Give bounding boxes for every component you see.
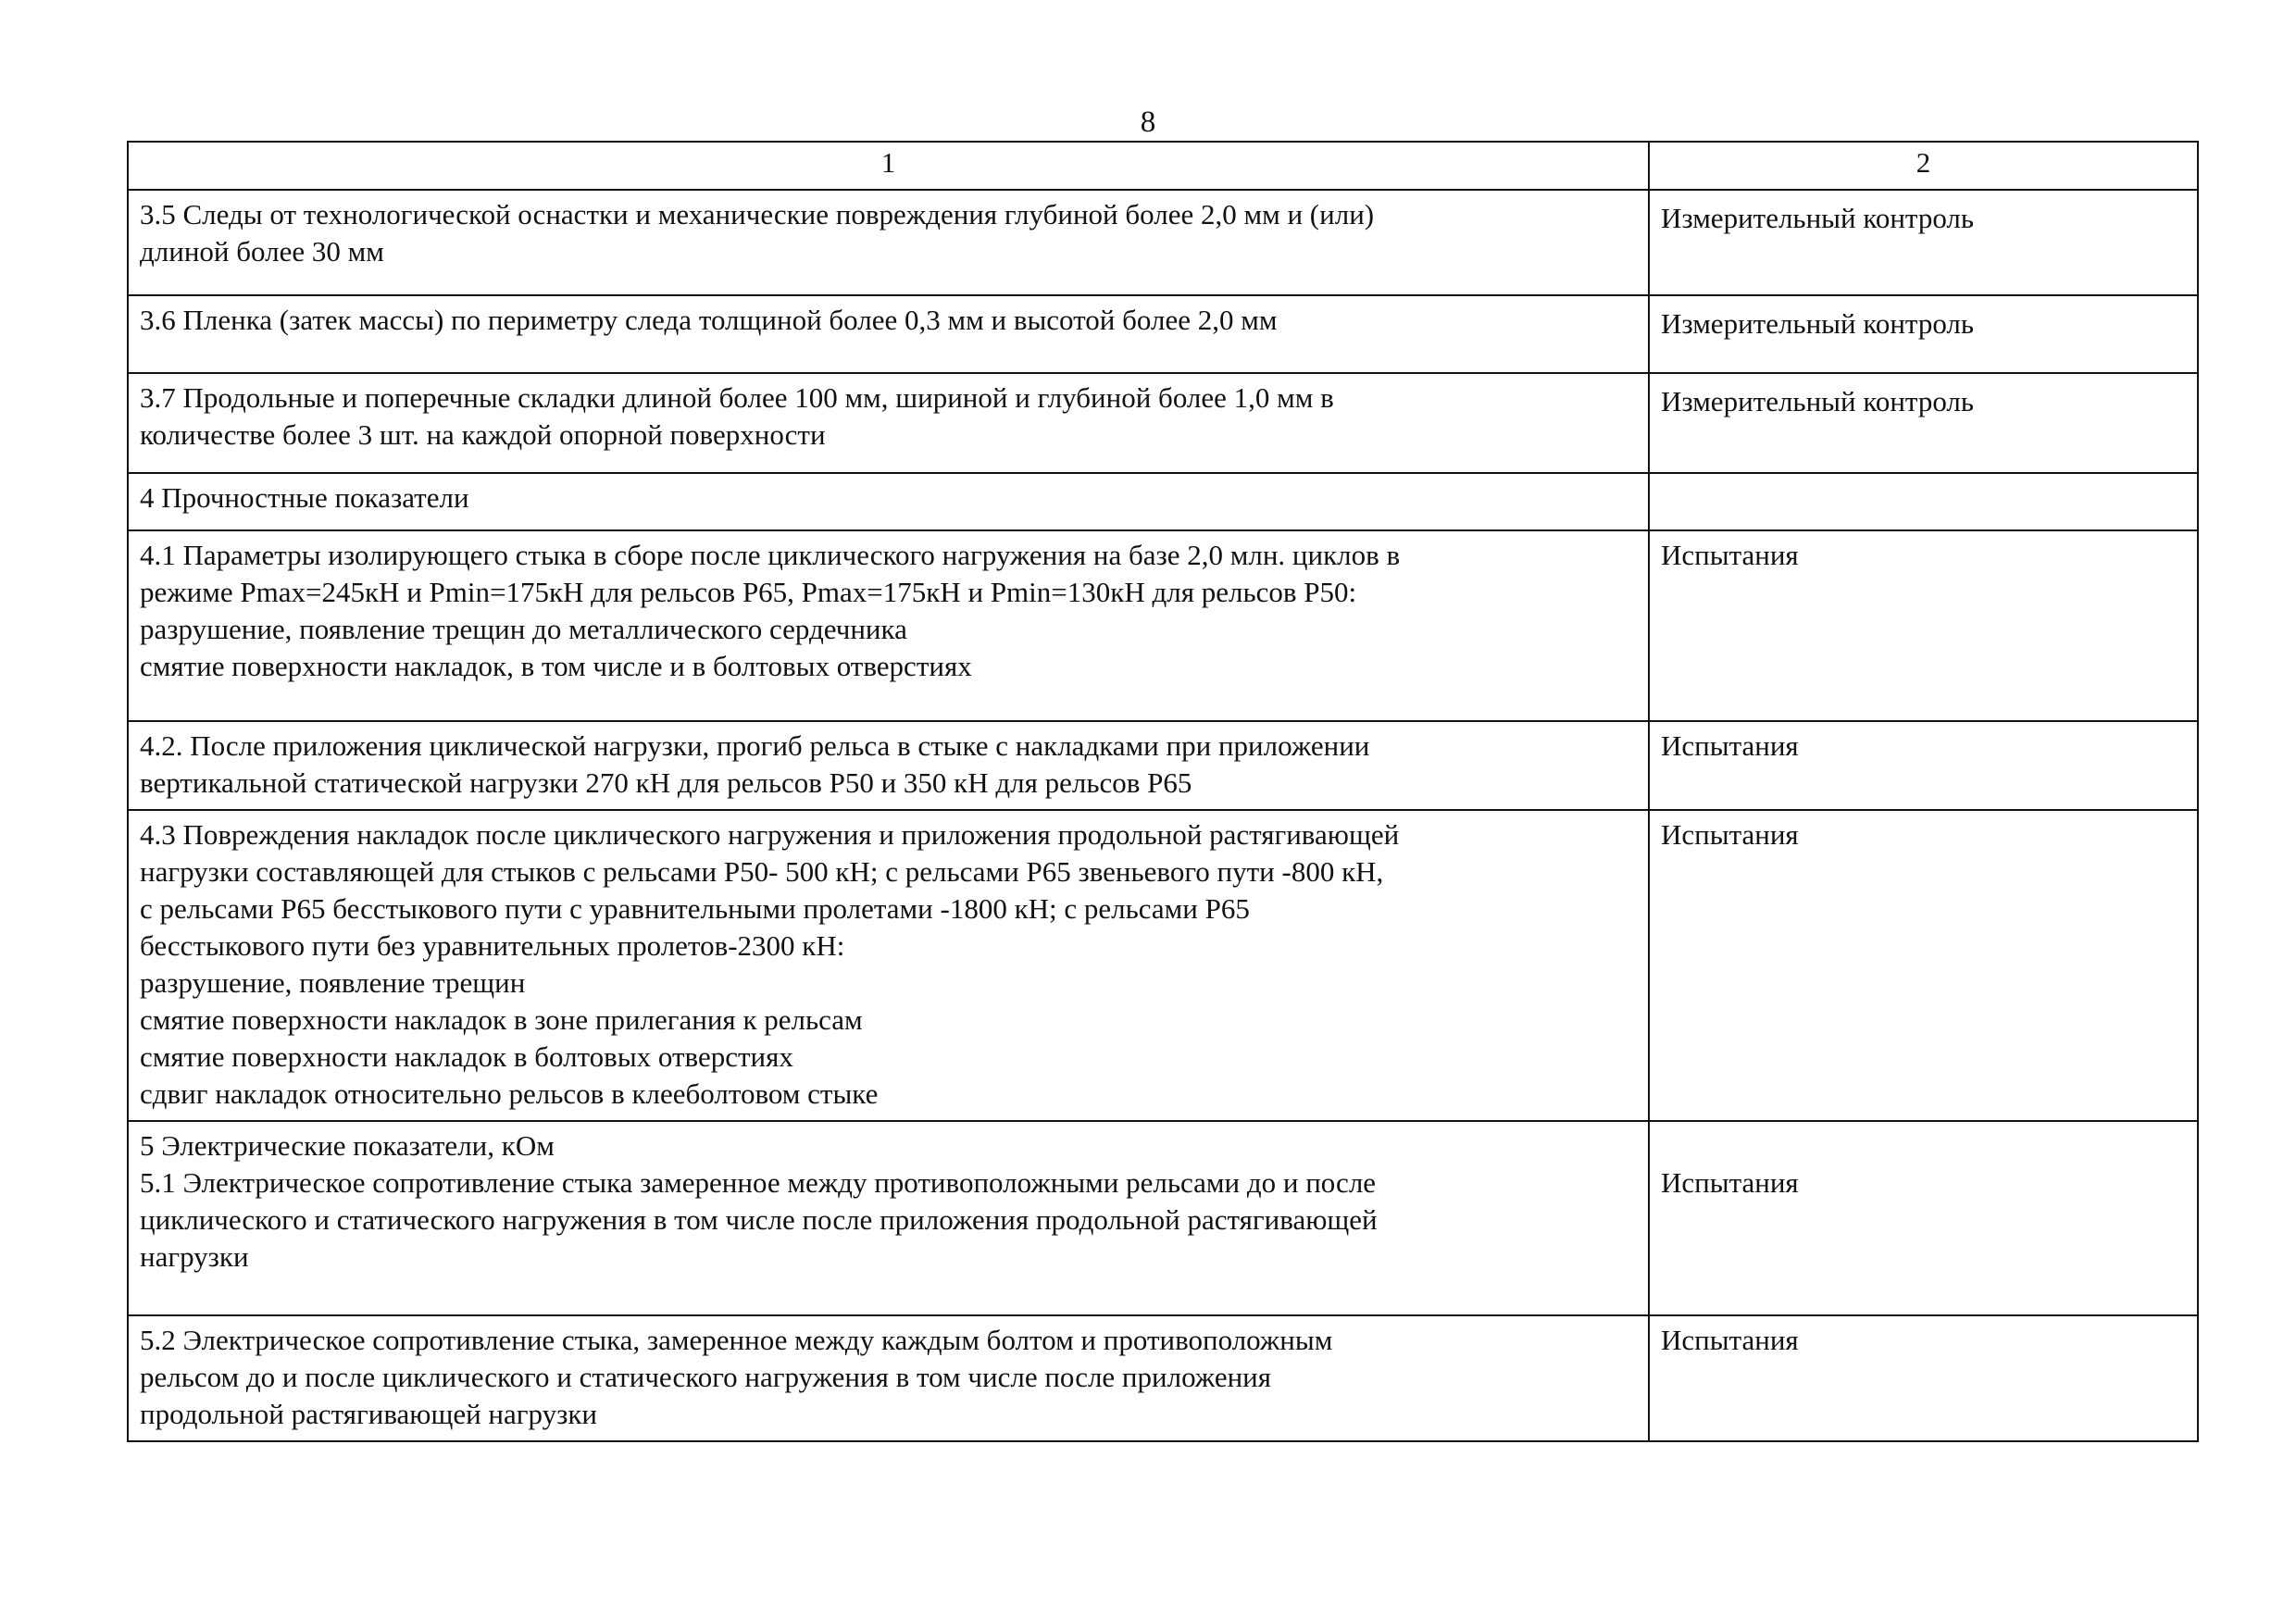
control-method-cell: Измерительный контроль [1649,373,2198,473]
requirement-cell: 5.2 Электрическое сопротивление стыка, замеренное между каждым болтом и противоположным рельсом до и после циклического и статического нагружения в том числе после приложения продольной растягивающей нагрузки [128,1315,1649,1441]
requirement-cell: 3.6 Пленка (затек массы) по периметру следа толщиной более 0,3 мм и высотой более 2,0 мм [128,295,1649,373]
table-row [128,1315,2198,1441]
section-heading-cell: 4 Прочностные показатели [128,473,1649,530]
requirement-cell: 3.7 Продольные и поперечные складки длиной более 100 мм, шириной и глубиной более 1,0 мм в количестве более 3 шт. на каждой опорной поверхности [128,373,1649,473]
control-method-cell: Измерительный контроль [1649,190,2198,295]
control-method-cell: Испытания [1649,810,2198,1121]
page-number: 8 [1140,106,1156,139]
requirement-cell: 5 Электрические показатели, кОм 5.1 Электрическое сопротивление стыка замеренное между противоположными рельсами до и после циклического и статического нагружения в том числе после приложения продольной растягивающей нагрузки [128,1121,1649,1315]
requirement-cell: 4.2. После приложения циклической нагрузки, прогиб рельса в стыке с накладками при приложении вертикальной статической нагрузки 270 кН для рельсов Р50 и 350 кН для рельсов Р65 [128,721,1649,810]
column-header-1: 1 [128,142,1649,190]
table-row [128,1121,2198,1315]
control-method-cell: Испытания [1649,1315,2198,1441]
requirements-table [127,141,2199,1442]
table-row [128,530,2198,721]
table-row [128,810,2198,1121]
table-row [128,190,2198,295]
requirement-cell: 4.3 Повреждения накладок после циклического нагружения и приложения продольной растягивающей нагрузки составляющей для стыков с рельсами Р50- 500 кН; с рельсами Р65 звеньевого пути -800 кН, с рельсами Р65 бесстыкового пути с уравнительными пролетами -1800 кН; с рельсами Р65 бесстыкового пути без уравнительных пролетов-2300 кН: разрушение, появление трещин смятие поверхности накладок в зоне прилегания к рельсам смятие поверхности накладок в болтовых отверстиях сдвиг накладок относительно рельсов в клееболтовом стыке [128,810,1649,1121]
requirement-cell: 4.1 Параметры изолирующего стыка в сборе после циклического нагружения на базе 2,0 млн. циклов в режиме Pmax=245кН и Pmin=175кН для рельсов Р65, Pmax=175кН и Pmin=130кН для рельсов Р50: разрушение, появление трещин до металлического сердечника смятие поверхности накладок, в том числе и в болтовых отверстиях [128,530,1649,721]
requirement-cell: 3.5 Следы от технологической оснастки и механические повреждения глубиной более 2,0 мм и (или) длиной более 30 мм [128,190,1649,295]
table-row [128,721,2198,810]
table-row [128,473,2198,530]
control-method-cell: Испытания [1649,721,2198,810]
control-method-cell: Испытания [1649,1121,2198,1315]
column-header-2: 2 [1649,142,2198,190]
control-method-cell: Испытания [1649,530,2198,721]
table-row [128,373,2198,473]
control-method-cell: Измерительный контроль [1649,295,2198,373]
table-header-row [128,142,2198,190]
table-row [128,295,2198,373]
control-method-cell [1649,473,2198,530]
